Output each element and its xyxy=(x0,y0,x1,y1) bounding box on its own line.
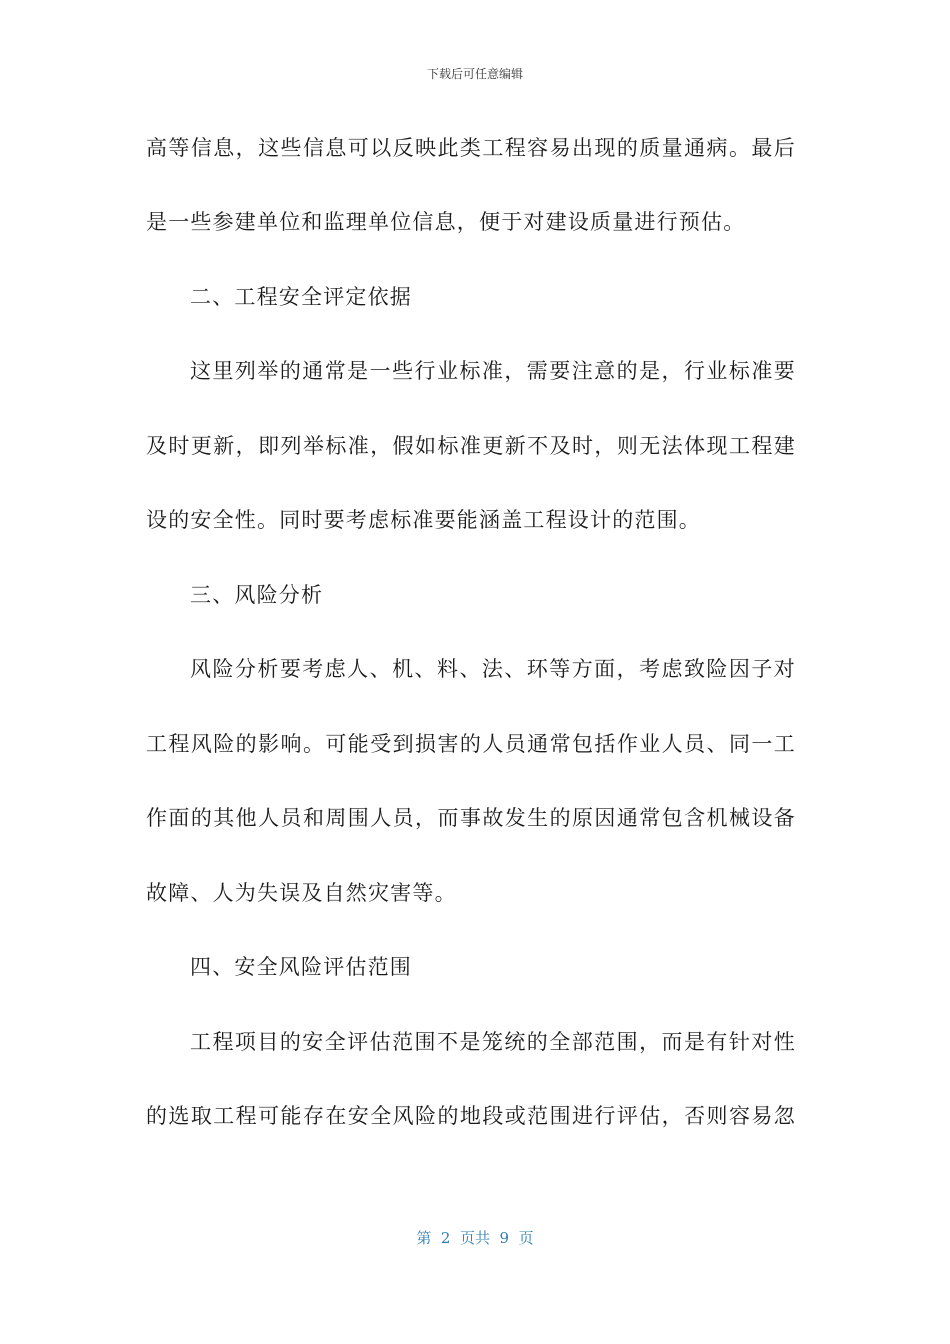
paragraph-line: 是一些参建单位和监理单位信息，便于对建设质量进行预估。 xyxy=(146,210,746,234)
paragraph-line: 工程项目的安全评估范围不是笼统的全部范围，而是有针对性 xyxy=(190,1030,796,1054)
paragraph-line: 故障、人为失误及自然灾害等。 xyxy=(146,881,457,905)
section-heading: 三、风险分析 xyxy=(190,583,324,607)
page-header-note: 下载后可任意编辑 xyxy=(426,67,523,81)
paragraph-line: 风险分析要考虑人、机、料、法、环等方面，考虑致险因子对 xyxy=(190,657,796,681)
paragraph-line: 这里列举的通常是一些行业标准，需要注意的是，行业标准要 xyxy=(190,359,796,383)
paragraph-line: 作面的其他人员和周围人员，而事故发生的原因通常包含机械设备 xyxy=(146,806,796,830)
paragraph-line: 的选取工程可能存在安全风险的地段或范围进行评估，否则容易忽 xyxy=(146,1104,796,1128)
section-heading: 四、安全风险评估范围 xyxy=(190,955,412,979)
paragraph-line: 高等信息，这些信息可以反映此类工程容易出现的质量通病。最后 xyxy=(146,136,796,160)
paragraph-line: 设的安全性。同时要考虑标准要能涵盖工程设计的范围。 xyxy=(146,508,701,532)
paragraph-line: 及时更新，即列举标准，假如标准更新不及时，则无法体现工程建 xyxy=(146,434,796,458)
paragraph-line: 工程风险的影响。可能受到损害的人员通常包括作业人员、同一工 xyxy=(146,732,796,756)
page-number-footer: 第 2 页共 9 页 xyxy=(416,1229,534,1247)
section-heading: 二、工程安全评定依据 xyxy=(190,285,412,309)
